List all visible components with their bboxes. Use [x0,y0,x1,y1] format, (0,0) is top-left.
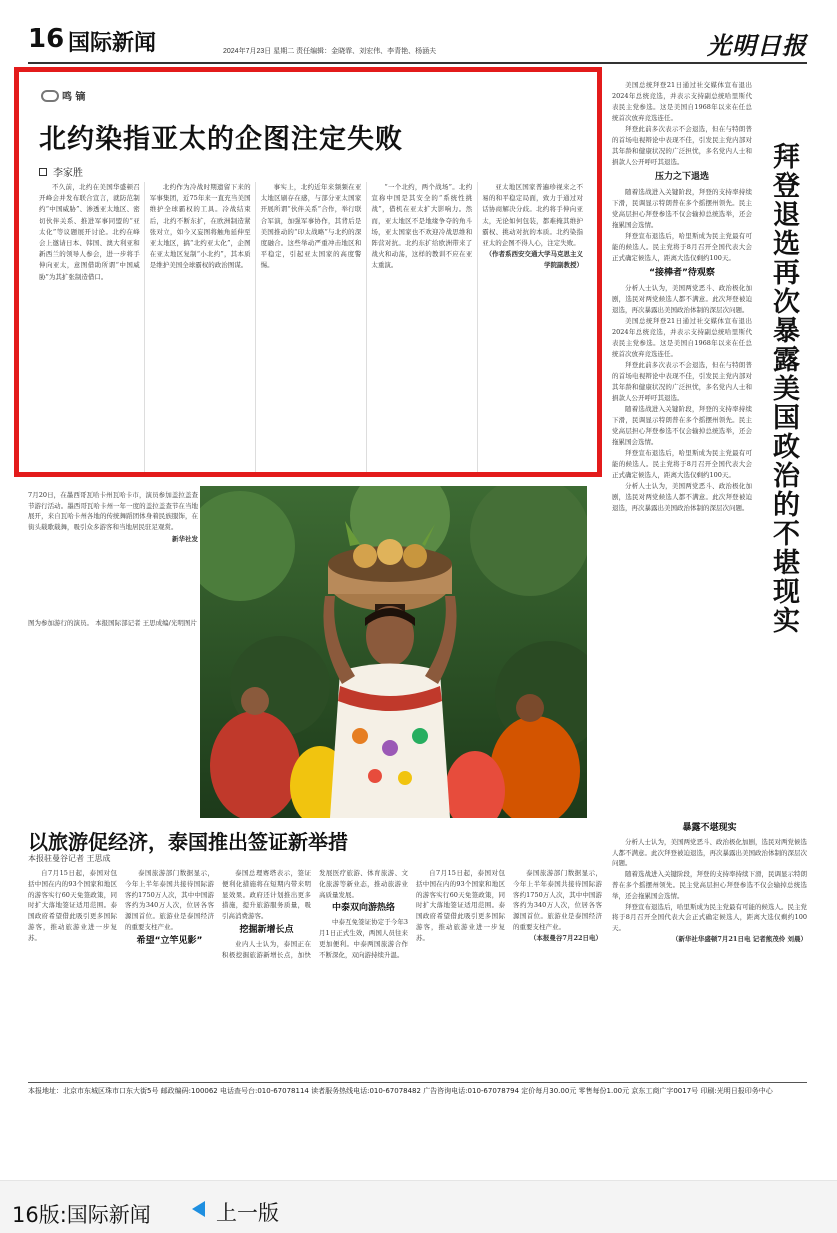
second-source: （本报曼谷7月22日电） [529,933,602,942]
footer-info: 本报地址：北京市东城区珠市口东大街5号 邮政编码:100062 电话查号台:010-67078114 读者服务热线电话:010-67078482 广告咨询电话:010-67078794 定价每月30.00元 零售每份1.00元 京东工商广字0017号 印刷:光明日报印务中心 [28,1087,773,1095]
arrow-left-icon [192,1201,205,1217]
lead-article[interactable] [14,67,602,477]
second-paragraph: 泰国旅游部门数据显示，今年上半年泰国共接待国际游客约1750万人次，其中中国游客约为340万人次，位居各客源国首位。旅游业是泰国经济的重要支柱产业。 [513,869,602,931]
column-tag [41,88,85,103]
second-paragraph: 自7月15日起，泰国对包括中国在内的93个国家和地区的游客实行60天免签政策，同时扩大落地签证适用范围。泰国政府希望借此吸引更多国际游客，推动旅游业进一步复苏。 [416,869,505,942]
festival-photo-illustration [200,486,587,818]
right-story-paragraph: 分析人士认为，美国两党恶斗、政治极化加剧，选民对两党候选人都不满意。此次拜登被迫退选，再次暴露出美国政治体制的深层次问题。 [612,837,807,868]
right-story-paragraph: 拜登此前多次表示不会退选，但在与特朗普的首场电视辩论中表现不佳，引发民主党内部对其年龄和健康状况的广泛担忧，多名党内人士和捐款人公开呼吁其退选。 [612,361,752,402]
previous-page-label: 上一版 [216,1201,279,1225]
page-number: 16 [28,24,65,54]
second-paragraph: 中泰互免签证协定于今年3月1日正式生效，两国人员往来更加便利。中泰两国旅游合作不断深化，双向游持续升温。 [319,918,408,959]
page-nav-bar [0,1180,837,1233]
lead-article-title[interactable]: 北约染指亚太的企图注定失败 [39,124,403,155]
second-paragraph: 泰国旅游部门数据显示，今年上半年泰国共接待国际游客约1750万人次，其中中国游客约为340万人次，位居各客源国首位。旅游业是泰国经济的重要支柱产业。 [125,869,214,931]
current-page-label: 16版:国际新闻 [12,1203,151,1227]
second-subhead: 挖掘新增长点 [239,924,294,935]
right-story-paragraph: 拜登宣布退选后，哈里斯成为民主党最有可能的候选人。民主党将于8月召开全国代表大会正式确定候选人，距离大选仅剩约100天。 [612,449,752,479]
newspaper-logo: 光明日报 [707,31,807,60]
second-paragraph: 业内人士认为，泰国正在积极挖掘旅游新增长点，加快发展医疗旅游、体育旅游、文化旅游等新业态，推动旅游业高质量发展。 [222,869,408,959]
second-article-title[interactable]: 以旅游促经济，泰国推出签证新举措 [28,830,348,854]
lead-byline-name: 李家胜 [53,168,83,179]
right-story-subhead: “接棒者”待观察 [649,268,715,278]
right-story-paragraph: 随着选战进入关键阶段，拜登的支持率持续下滑，民调显示特朗普在多个摇摆州领先。民主党高层担心拜登参选不仅会输掉总统选举，还会拖累国会选情。 [612,870,807,900]
lead-byline [39,164,83,179]
column-tag-icon [41,90,59,102]
second-article-byline: 本报驻曼谷记者 王思成 [28,854,111,863]
right-story-paragraph: 随着选战进入关键阶段，拜登的支持率持续下滑，民调显示特朗普在多个摇摆州领先。民主党高层担心拜登参选不仅会输掉总统选举，还会拖累国会选情。 [612,405,752,446]
second-subhead: 希望“立竿见影” [136,935,203,946]
photo-credit: 新华社发 [172,535,198,543]
right-story-paragraph: 分析人士认为，美国两党恶斗、政治极化加剧，选民对两党候选人都不满意。此次拜登被迫退选，再次暴露出美国政治体制的深层次问题。 [612,284,752,314]
right-story-source: （新华社华盛顿7月21日电 记者熊茂伶 刘晨） [671,934,807,943]
lead-article-body [39,182,583,472]
second-article-body [28,868,602,1078]
right-story-body [612,80,752,514]
right-story-subhead: 压力之下退选 [654,172,709,182]
right-story-paragraph: 分析人士认为，美国两党恶斗、政治极化加剧，选民对两党候选人都不满意。此次拜登被迫退选，再次暴露出美国政治体制的深层次问题。 [612,482,752,512]
right-story-paragraph: 拜登宣布退选后，哈里斯成为民主党最有可能的候选人。民主党将于8月召开全国代表大会正式确定候选人，距离大选仅剩约100天。 [612,902,807,933]
photo-caption-text: 7月20日，在墨西哥瓦哈卡州瓦哈卡市，演员参加盖拉盖查节游行活动。墨西哥瓦哈卡州一年一度的盖拉盖查节在当地展开，来自瓦哈卡州各地的传统舞蹈团体身着民族服饰，在街头载歌载舞，吸引众多游客和当地居民驻足观赏。 [28,491,198,531]
right-column-continued [612,820,807,1078]
column-tag-label: 鸣 镝 [62,92,86,103]
right-story-paragraph: 随着选战进入关键阶段，拜登的支持率持续下滑，民调显示特朗普在多个摇摆州领先。民主党高层担心拜登参选不仅会输掉总统选举，还会拖累国会选情。 [612,188,752,229]
right-story-subhead: 暴露不堪现实 [682,823,737,833]
right-column-story[interactable] [612,80,807,808]
lead-paragraph: “一个北约，两个战场”。北约宣称中国是其安全的“系统性挑战”，借机在亚太扩大影响力。然而，亚太地区不是地缘争夺的角斗场，亚太国家也不欢迎冷战思维和阵营对抗。北约东扩给欧洲带来了战火和动荡，这样的教训不应在亚太重演。 [371,183,473,270]
festival-photo[interactable] [200,486,587,818]
lead-signature: （作者系西安交通大学马克思主义学院副教授） [485,250,583,270]
second-paragraph: 自7月15日起，泰国对包括中国在内的93个国家和地区的游客实行60天免签政策，同时扩大落地签证适用范围。泰国政府希望借此吸引更多国际游客，推动旅游业进一步复苏。 [28,869,117,942]
right-story-paragraph: 美国总统拜登21日通过社交媒体宣布退出2024年总统竞选，并表示支持副总统哈里斯代表民主党参选。这是美国自1968年以来在任总统首次放弃竞选连任。 [612,317,752,358]
lead-paragraph: 不久前，北约在美国华盛顿召开峰会并发布联合宣言，就防范制约“中国威胁”、渗透亚太地区、密切伙伴关系、推进军事同盟的“亚太化”等议题展开讨论。北约在峰会上邀请日本、韩国、澳大利亚和新西兰的领导人参会，进一步将手伸向亚太，意图借助所谓“中国威胁”为其扩张制造借口。 [39,183,140,281]
right-story-paragraph: 美国总统拜登21日通过社交媒体宣布退出2024年总统竞选，并表示支持副总统哈里斯代表民主党参选。这是美国自1968年以来在任总统首次放弃竞选连任。 [612,81,752,122]
footer-rule [28,1082,807,1083]
lead-paragraph: 事实上，北约近年来频频在亚太地区刷存在感，与部分亚太国家开展所谓“伙伴关系”合作，举行联合军演，加强军事协作，其背后是美国推动的“印太战略”与北约的深度融合。这些举动严重冲击地区和平稳定，引起亚太国家的高度警惕。 [260,183,362,270]
section-name: 国际新闻 [68,31,157,56]
issue-info: 2024年7月23日 星期二 责任编辑：金晓霏、刘宏伟、李青艳、杨涵夫 [223,48,437,55]
photo-caption [28,490,198,545]
right-story-paragraph: 拜登此前多次表示不会退选，但在与特朗普的首场电视辩论中表现不佳，引发民主党内部对其年龄和健康状况的广泛担忧，多名党内人士和捐款人公开呼吁其退选。 [612,125,752,166]
lead-paragraph: 亚太地区国家普遍珍视来之不易的和平稳定局面，致力于通过对话协商解决分歧。北约将手伸向亚太，无论如何包装，都难掩其维护霸权、挑动对抗的本质。北约染指亚太的企图不得人心，注定失败。 [482,183,583,248]
lead-paragraph: 北约作为冷战时期遗留下来的军事集团，近75年来一直充当美国维护全球霸权的工具。冷战结束后，北约不断东扩，在欧洲制造紧张对立，如今又妄图将触角延伸至亚太地区，搞“北约亚太化”，企图在亚太地区复制“小北约”，其本质是维护美国全球霸权的政治图谋。 [149,183,251,270]
right-story-paragraph: 拜登宣布退选后，哈里斯成为民主党最有可能的候选人。民主党将于8月召开全国代表大会正式确定候选人，距离大选仅剩约100天。 [612,232,752,262]
second-subhead: 中泰双向游热络 [331,903,395,914]
masthead [28,24,807,64]
right-story-title[interactable]: 拜登退选再次暴露美国政治的不堪现实 [768,142,799,635]
header-rule [28,62,807,64]
photo-tag: 图为参加游行的演员。 本报国际部记者 王思成编/光明图片 [28,619,197,627]
byline-square-icon [39,168,47,176]
second-paragraph: 泰国总理赛塔表示，签证便利化措施将在短期内带来明显效果。政府还计划推出更多措施，提升旅游服务质量，吸引高消费游客。 [222,869,311,921]
